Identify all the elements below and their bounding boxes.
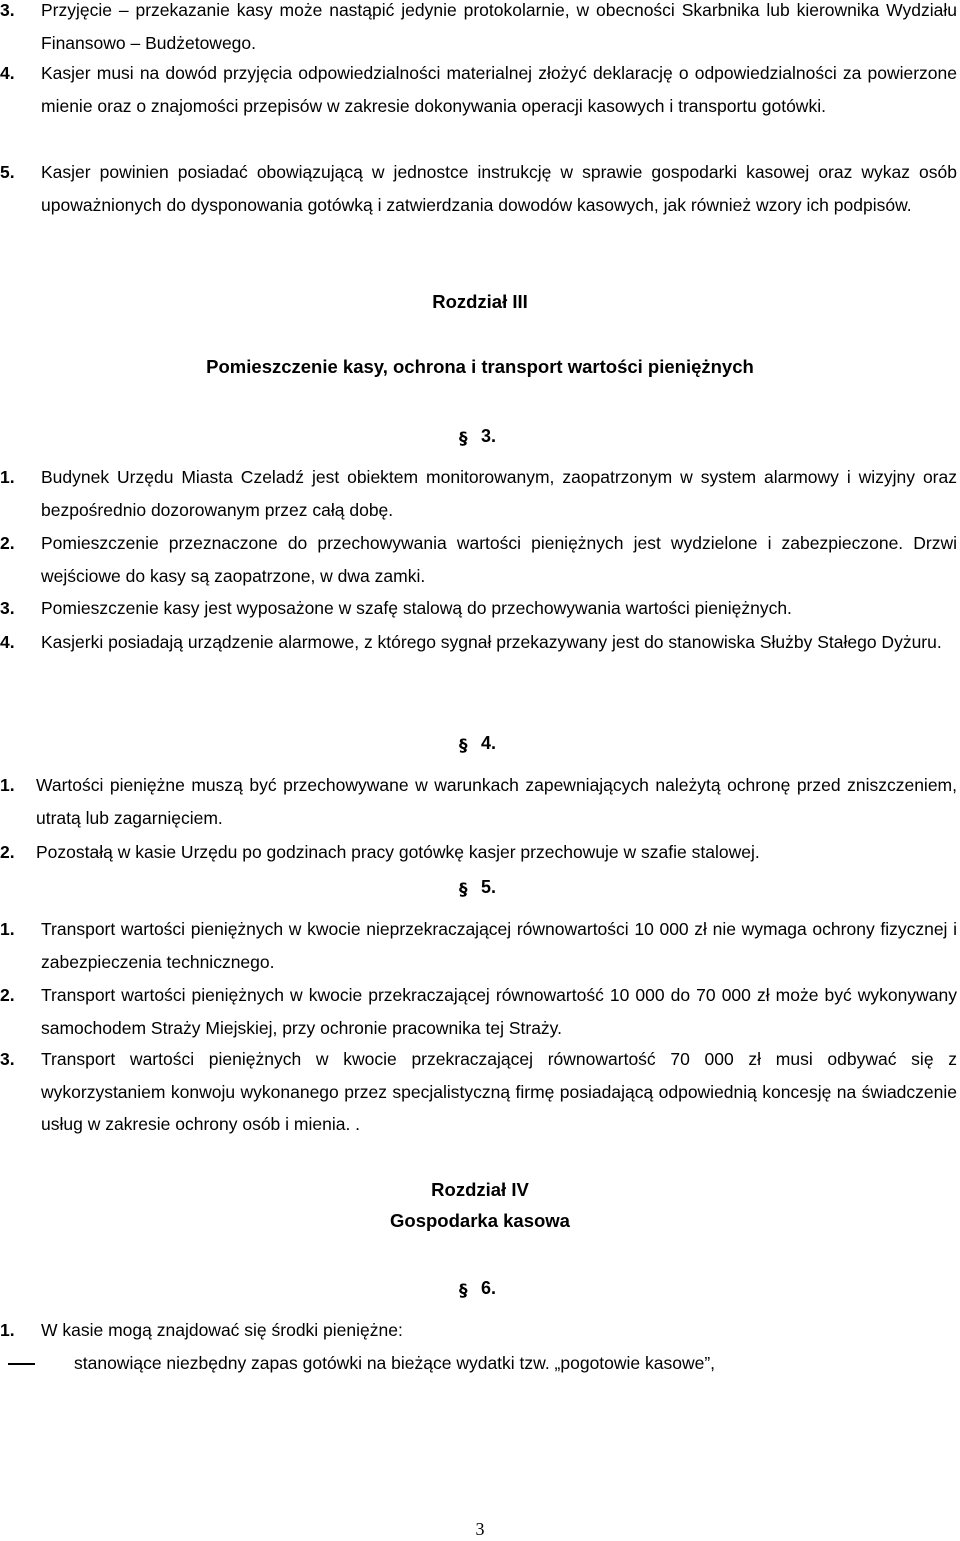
section-number: 3.: [481, 426, 497, 446]
item-text: Transport wartości pieniężnych w kwocie nieprzekraczającej równowartości 10 000 zł nie wymaga ochrony fizycznej i zabezpieczenia technicznego.: [41, 919, 957, 972]
item-number: 3.: [0, 0, 15, 20]
item-number: 1.: [0, 775, 15, 795]
section-number: 4.: [481, 733, 497, 753]
item-text: Transport wartości pieniężnych w kwocie przekraczającej równowartość 70 000 zł musi odbywać się z wykorzystaniem konwoju wykonanego przez specjalistyczną firmę posiadającą odpowiednią koncesję na świadczenie usług w zakresie ochrony osób i mienia. .: [41, 1049, 957, 1134]
item-text: Kasjer musi na dowód przyjęcia odpowiedzialności materialnej złożyć deklarację o odpowiedzialności za powierzone mienie oraz o znajomości przepisów w zakresie dokonywania operacji kasowych i transportu gotówki.: [41, 63, 957, 116]
dash-bullet-icon: [8, 1363, 35, 1365]
svg-text:§: §: [459, 880, 468, 898]
item-number: 3.: [0, 1049, 15, 1069]
item-number: 1.: [0, 919, 15, 939]
chapter-title: Pomieszczenie kasy, ochrona i transport wartości pieniężnych: [206, 356, 754, 377]
section-sign-icon: [459, 1280, 475, 1299]
item-number: 4.: [0, 632, 15, 652]
item-text: Przyjęcie – przekazanie kasy może nastąpić jedynie protokolarnie, w obecności Skarbnika lub kierownika Wydziału Finansowo – Budżetowego.: [41, 0, 957, 53]
svg-text:§: §: [459, 429, 468, 447]
section-heading: [459, 730, 496, 756]
item-number: 4.: [0, 63, 15, 83]
item-number: 1.: [0, 1320, 15, 1340]
section-number: 5.: [481, 877, 497, 897]
section-sign-icon: [459, 428, 475, 447]
item-text: Pozostałą w kasie Urzędu po godzinach pracy gotówkę kasjer przechowuje w szafie stalowej.: [36, 842, 760, 862]
item-number: 1.: [0, 467, 15, 487]
chapter-label: Rozdział III: [432, 291, 528, 312]
page-number: 3: [475, 1519, 485, 1539]
item-text: Kasjerki posiadają urządzenie alarmowe, z którego sygnał przekazywany jest do stanowiska Służby Stałego Dyżuru.: [41, 632, 942, 652]
item-text: Pomieszczenie przeznaczone do przechowywania wartości pieniężnych jest wydzielone i zabezpieczone. Drzwi wejściowe do kasy są zaopatrzone, w dwa zamki.: [41, 533, 957, 586]
item-number: 2.: [0, 842, 15, 862]
item-text: Transport wartości pieniężnych w kwocie przekraczającej równowartość 10 000 do 70 000 zł może być wykonywany samochodem Straży Miejskiej, przy ochronie pracownika tej Straży.: [41, 985, 957, 1038]
section-sign-icon: [459, 879, 475, 898]
item-text: W kasie mogą znajdować się środki pieniężne:: [41, 1320, 403, 1340]
svg-text:§: §: [459, 1281, 468, 1299]
section-heading: [459, 1275, 496, 1301]
item-number: 3.: [0, 598, 15, 618]
item-number: 5.: [0, 162, 15, 182]
section-number: 6.: [481, 1278, 497, 1298]
section-heading: [459, 874, 496, 900]
item-number: 2.: [0, 533, 15, 553]
item-text: Wartości pieniężne muszą być przechowywane w warunkach zapewniających należytą ochronę przed zniszczeniem, utratą lub zagarnięciem.: [36, 775, 957, 828]
section-heading: [459, 423, 496, 449]
item-text: Kasjer powinien posiadać obowiązującą w jednostce instrukcję w sprawie gospodarki kasowej oraz wykaz osób upoważnionych do dysponowania gotówką i zatwierdzania dowodów kasowych, jak również wzory ich podpisów.: [41, 162, 957, 215]
section-sign-icon: [459, 735, 475, 754]
item-text: Budynek Urzędu Miasta Czeladź jest obiektem monitorowanym, zaopatrzonym w system alarmowy i wizyjny oraz bezpośrednio dozorowanym przez całą dobę.: [41, 467, 957, 520]
item-number: 2.: [0, 985, 15, 1005]
chapter-title: Gospodarka kasowa: [390, 1210, 570, 1231]
bullet-text: stanowiące niezbędny zapas gotówki na bieżące wydatki tzw. „pogotowie kasowe”,: [74, 1353, 716, 1373]
svg-text:§: §: [459, 736, 468, 754]
chapter-label: Rozdział IV: [431, 1179, 529, 1200]
item-text: Pomieszczenie kasy jest wyposażone w szafę stalową do przechowywania wartości pieniężnych.: [41, 598, 792, 618]
